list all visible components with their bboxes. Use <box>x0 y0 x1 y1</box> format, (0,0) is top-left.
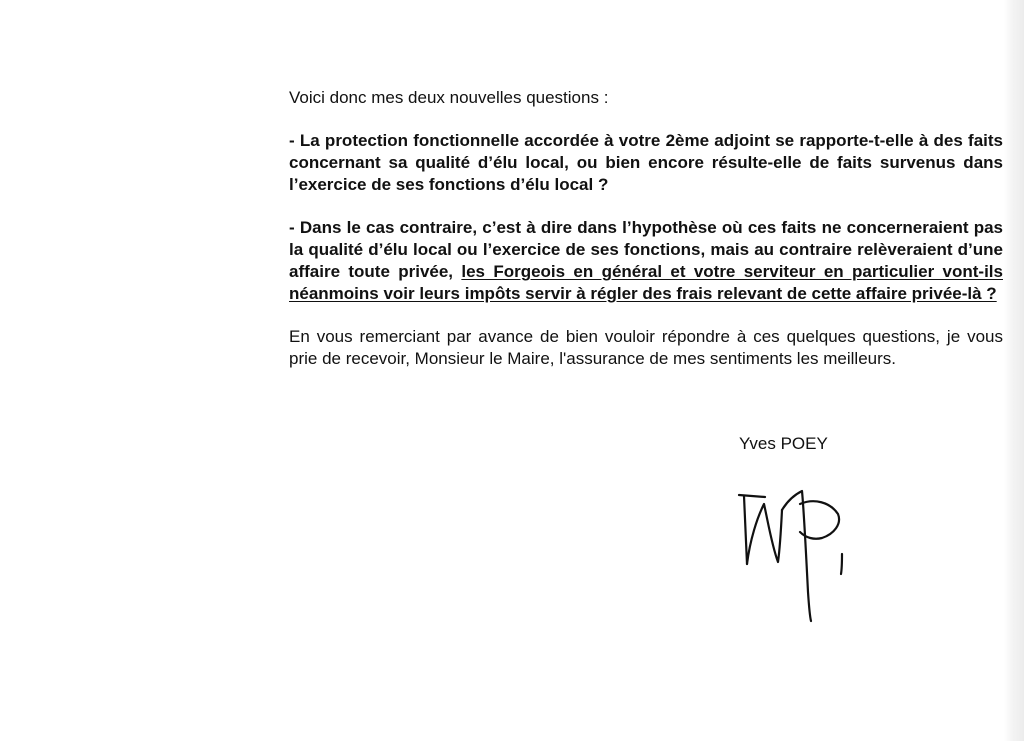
question-two-text: - Dans le cas contraire, c’est à dire dans l’hypothèse où ces faits ne concerneraient pas la qualité d’élu local ou l’exercice de ses fonctions, mais au contraire relèveraient d’une affaire toute privée, <box>289 218 1003 281</box>
question-one-paragraph: - La protection fonctionnelle accordée à votre 2ème adjoint se rapporte-t-elle à des faits concernant sa qualité d’élu local, ou bien encore résulte-elle de faits survenus dans l’exercice de ses fonctions d’élu local ? <box>289 131 1003 194</box>
handwritten-signature <box>730 482 860 627</box>
question-two-paragraph <box>289 217 1003 305</box>
page-edge-shadow <box>1004 0 1024 741</box>
intro-paragraph: Voici donc mes deux nouvelles questions : <box>289 88 609 107</box>
signer-name: Yves POEY <box>739 434 828 453</box>
closing-paragraph: En vous remerciant par avance de bien vouloir répondre à ces quelques questions, je vous prie de recevoir, Monsieur le Maire, l'assurance de mes sentiments les meilleurs. <box>289 327 1003 368</box>
letter-body <box>289 87 1003 370</box>
question-two-underlined-text: les Forgeois en général et votre serviteur en particulier vont-ils néanmoins voir leurs impôts servir à régler des frais relevant de cette affaire privée-là ? <box>289 262 1003 303</box>
